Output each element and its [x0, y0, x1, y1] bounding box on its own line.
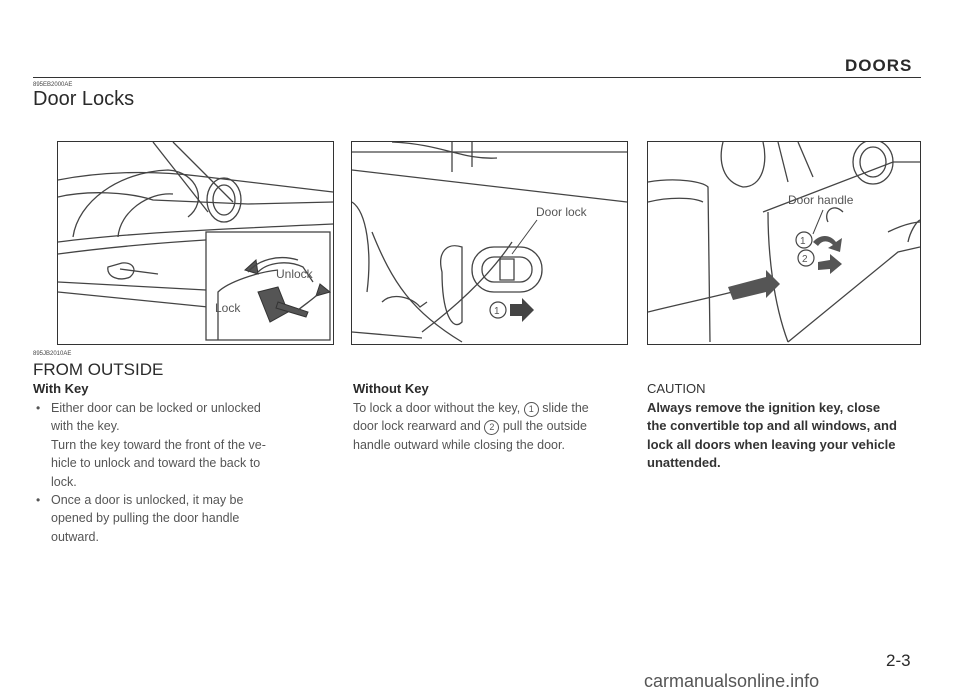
- header-rule: [33, 77, 921, 78]
- bullet-line: Either door can be locked or unlocked: [51, 401, 261, 415]
- page-title: Door Locks: [33, 88, 135, 110]
- callout-2: 2: [484, 420, 499, 435]
- section-title: DOORS: [845, 56, 913, 75]
- figure-door-handle-drawing: [648, 142, 920, 344]
- unlock-label: Unlock: [276, 267, 313, 281]
- bullet-line: with the key.: [51, 419, 120, 434]
- figure-door-lock-drawing: [352, 142, 627, 344]
- text-run: door lock rearward and: [353, 419, 481, 434]
- bullet-line: lock.: [51, 474, 77, 489]
- caution-line: Always remove the ignition key, close: [647, 400, 881, 415]
- text-run: pull the outside: [502, 419, 587, 434]
- door-lock-label: Door lock: [536, 205, 587, 219]
- caution-text: [647, 399, 932, 473]
- caution-line: the convertible top and all windows, and: [647, 418, 897, 434]
- fig3-callout-2: 2: [802, 254, 808, 265]
- bullet-line: Turn the key toward the front of the ve-: [51, 437, 266, 452]
- figure-door-handle: [647, 141, 921, 345]
- with-key-list: [33, 399, 338, 546]
- without-key-line-3: handle outward while closing the door.: [353, 437, 565, 452]
- text-run: To lock a door without the key,: [353, 401, 521, 415]
- callout-1: 1: [524, 402, 539, 417]
- caution-heading: CAUTION: [647, 381, 706, 396]
- caution-line: lock all doors when leaving your vehicle: [647, 436, 896, 452]
- with-key-heading: With Key: [33, 381, 89, 396]
- without-key-line-2: [353, 417, 633, 435]
- bullet-dot: •: [36, 493, 41, 508]
- bullet-line: outward.: [51, 529, 99, 544]
- from-outside-heading: FROM OUTSIDE: [33, 360, 164, 379]
- door-handle-label: Door handle: [788, 193, 854, 207]
- bullet-line: Once a door is unlocked, it may be: [51, 493, 244, 508]
- bullet-line: hicle to unlock and toward the back to: [51, 456, 261, 471]
- lock-label: Lock: [215, 301, 241, 315]
- without-key-heading: Without Key: [353, 381, 429, 396]
- fig2-callout-1: 1: [494, 306, 500, 317]
- text-run: slide the: [542, 401, 589, 415]
- watermark: carmanualsonline.info: [644, 671, 820, 691]
- bullet-line: opened by pulling the door handle: [51, 511, 240, 526]
- bullet-dot: •: [36, 401, 41, 415]
- without-key-line-1: [353, 399, 633, 417]
- caution-line: unattended.: [647, 455, 721, 471]
- bullet-item: [33, 491, 338, 546]
- page-number: 2-3: [886, 651, 911, 670]
- figure-key-lock-drawing: [58, 142, 333, 344]
- figure-key-lock: [57, 141, 334, 345]
- fig3-callout-1: 1: [800, 236, 806, 247]
- without-key-text: [353, 399, 633, 454]
- figure-door-lock: [351, 141, 628, 345]
- bullet-item: [33, 399, 338, 491]
- doc-code: 895EB2000AE: [33, 82, 73, 88]
- section-code: 895JB2010AE: [33, 351, 72, 357]
